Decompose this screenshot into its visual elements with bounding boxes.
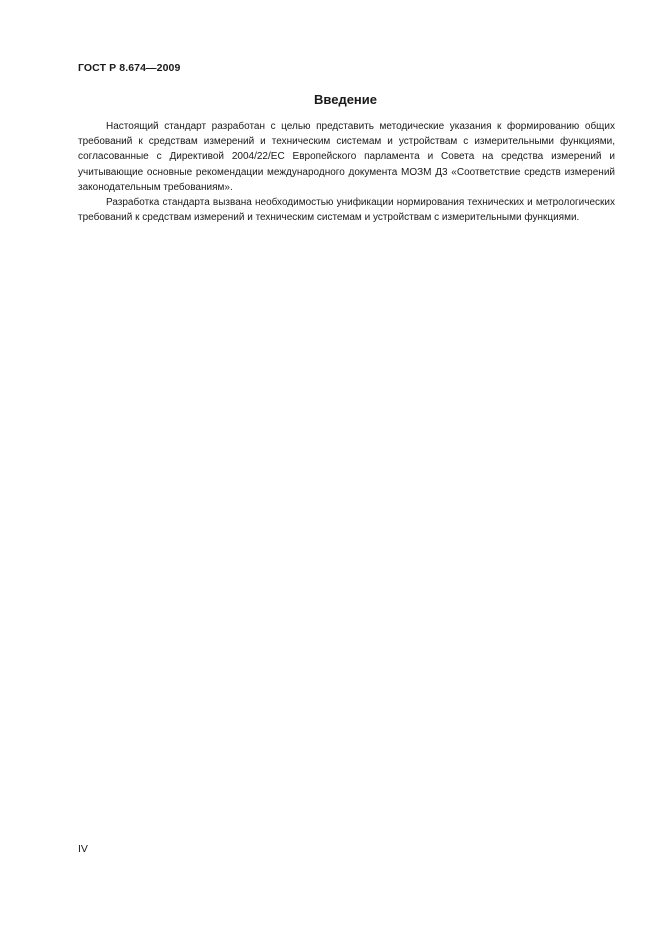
- page-number: IV: [78, 843, 88, 855]
- paragraph: Настоящий стандарт разработан с целью представить методические указания к формированию общих требований к средствам измерений и техническим системам и устройствам с измерительными функциями, согласованные с Директивой 2004/22/ЕС Европейского парламента и Совета на средства измерений и учитывающие основные рекомендации международного документа МОЗМ Д3 «Соответствие средств измерений законодательным требованиям».: [78, 121, 615, 193]
- section-title: Введение: [314, 92, 377, 107]
- document-header: ГОСТ Р 8.674—2009: [78, 62, 181, 74]
- body-text: [78, 119, 615, 225]
- paragraph: Разработка стандарта вызвана необходимостью унификации нормирования технических и метрологических требований к средствам измерений и техническим системам и устройствам с измерительными функциями.: [78, 197, 615, 224]
